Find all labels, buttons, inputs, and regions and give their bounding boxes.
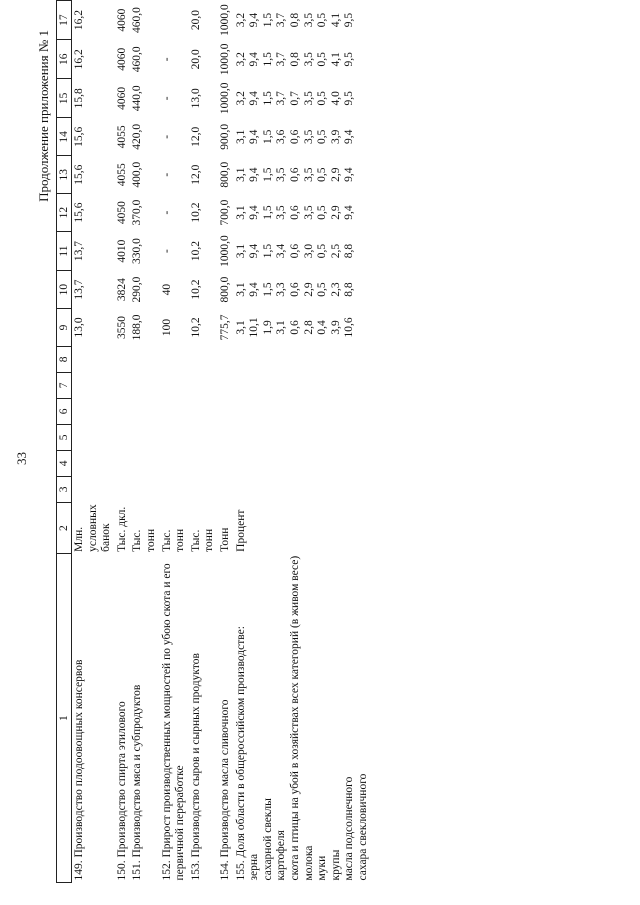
value-cell: 13,7 bbox=[73, 279, 85, 300]
value-cell: 1000,0 bbox=[218, 43, 231, 76]
empty-cell bbox=[189, 424, 218, 450]
empty-cell bbox=[160, 372, 189, 398]
value-cell: 4060 bbox=[115, 86, 128, 110]
sub-item-label: масла подсолнечного bbox=[343, 776, 356, 881]
value-cell: 4060 bbox=[115, 47, 128, 71]
empty-cell bbox=[72, 346, 115, 372]
empty-cell bbox=[234, 424, 372, 450]
sub-value: 0,5 bbox=[316, 282, 329, 297]
sub-value: 3,3 bbox=[275, 282, 288, 297]
value-cell: 10,2 bbox=[189, 279, 202, 300]
row-label: 153. Производство сыров и сырных продуктов bbox=[189, 653, 202, 881]
table-row bbox=[115, 1, 131, 883]
empty-cell bbox=[160, 346, 189, 372]
sub-value: 3,6 bbox=[275, 129, 288, 145]
empty-cell bbox=[115, 450, 131, 476]
empty-cell bbox=[130, 372, 159, 398]
value-cell: 12,0 bbox=[189, 164, 202, 185]
column-number: 6 bbox=[57, 398, 72, 424]
column-number: 8 bbox=[57, 346, 72, 372]
value-cell: 20,0 bbox=[189, 49, 202, 70]
value-cell: 10,2 bbox=[189, 241, 202, 262]
column-number: 12 bbox=[57, 194, 72, 232]
column-number: 16 bbox=[57, 40, 72, 79]
value-cell bbox=[234, 118, 372, 156]
value-cell: 1000,0 bbox=[218, 235, 231, 267]
value-cell: 800,0 bbox=[218, 276, 231, 303]
sub-value: 9,5 bbox=[343, 52, 356, 67]
row-unit: Тыс. дкл. bbox=[115, 506, 128, 552]
empty-cell bbox=[72, 450, 115, 476]
column-number: 5 bbox=[57, 424, 72, 450]
column-number: 15 bbox=[57, 79, 72, 118]
empty-cell bbox=[115, 372, 131, 398]
indicators-table bbox=[56, 0, 371, 883]
row-label: 152. Прирост производственных мощностей по убою скота и его первичной переработке bbox=[160, 563, 187, 881]
sub-value: 3,2 bbox=[234, 12, 247, 28]
value-cell: 15,8 bbox=[73, 88, 85, 109]
value-cell: - bbox=[160, 249, 173, 254]
value-cell: - bbox=[160, 96, 173, 101]
sub-value: 3,4 bbox=[275, 243, 288, 259]
empty-cell bbox=[218, 424, 234, 450]
row-unit: Процент bbox=[234, 509, 247, 552]
value-cell: 10,2 bbox=[189, 202, 202, 223]
empty-cell bbox=[218, 476, 234, 502]
empty-cell bbox=[189, 476, 218, 502]
page-number: 33 bbox=[14, 452, 29, 465]
sub-value: 1,5 bbox=[261, 167, 274, 182]
column-number: 17 bbox=[57, 1, 72, 40]
sub-value: 3,5 bbox=[302, 52, 315, 67]
column-number: 4 bbox=[57, 450, 72, 476]
sub-value: 3,1 bbox=[234, 167, 247, 182]
sub-value: 3,7 bbox=[275, 52, 288, 67]
table-row bbox=[130, 1, 159, 883]
sub-value: 2,9 bbox=[302, 282, 315, 297]
sub-value: 3,5 bbox=[302, 91, 315, 106]
value-cell: 460,0 bbox=[131, 46, 144, 73]
value-cell: 20,0 bbox=[189, 10, 202, 31]
value-cell: 775,7 bbox=[218, 314, 231, 341]
sub-item-label: сахара свекловичного bbox=[356, 773, 369, 881]
empty-cell bbox=[234, 450, 372, 476]
empty-cell bbox=[218, 372, 234, 398]
sub-value: 0,4 bbox=[316, 320, 329, 335]
value-cell: 13,7 bbox=[73, 241, 85, 262]
empty-cell bbox=[160, 424, 189, 450]
empty-cell bbox=[130, 346, 159, 372]
empty-cell bbox=[130, 476, 159, 502]
empty-cell bbox=[115, 476, 131, 502]
value-cell: 4055 bbox=[115, 125, 128, 149]
row-unit: Тыс. тонн bbox=[131, 528, 157, 552]
sub-value: 3,1 bbox=[234, 129, 247, 145]
column-number: 13 bbox=[57, 156, 72, 194]
sub-value: 3,2 bbox=[234, 91, 247, 106]
column-number: 7 bbox=[57, 372, 72, 398]
sub-item-label: молока bbox=[302, 845, 315, 881]
sub-value: 0,7 bbox=[288, 91, 301, 106]
sub-value: 2,3 bbox=[329, 282, 342, 297]
value-cell bbox=[234, 309, 372, 347]
sub-value: 3,0 bbox=[302, 243, 315, 259]
value-cell: 12,0 bbox=[189, 126, 202, 147]
value-cell: - bbox=[160, 210, 173, 215]
value-cell: 16,2 bbox=[73, 49, 85, 70]
sub-value: 9,4 bbox=[248, 12, 261, 28]
sub-value: 9,4 bbox=[343, 167, 356, 182]
row-label: 150. Производство спирта этилового bbox=[115, 701, 128, 881]
empty-cell bbox=[218, 450, 234, 476]
sub-value: 3,9 bbox=[329, 320, 342, 335]
value-cell bbox=[234, 156, 372, 194]
row-label: 155. Доля области в общероссийском производстве: зерна сахарной свеклы картофеля скота и птицы на убой в хозяйствах всех категорий (в живом весе) молока муки крупы масла подсолнечного сахара свекловичного bbox=[234, 555, 369, 881]
value-cell: 460,0 bbox=[131, 7, 144, 34]
sub-value: 3,1 bbox=[234, 282, 247, 297]
value-cell: 4050 bbox=[115, 201, 128, 225]
sub-value: 1,5 bbox=[261, 129, 274, 145]
empty-cell bbox=[189, 398, 218, 424]
value-cell: - bbox=[160, 57, 173, 62]
sub-item-label: сахарной свеклы bbox=[261, 798, 274, 881]
row-label: 154. Производство масла сливочного bbox=[218, 699, 231, 881]
value-cell: 800,0 bbox=[218, 161, 231, 188]
value-cell: 15,6 bbox=[73, 164, 85, 185]
value-cell: 440,0 bbox=[131, 85, 144, 112]
row-label: 151. Производство мяса и субпродуктов bbox=[131, 684, 144, 881]
sub-value: 3,1 bbox=[234, 320, 247, 335]
sub-value: 9,5 bbox=[343, 91, 356, 106]
empty-cell bbox=[115, 346, 131, 372]
empty-cell bbox=[234, 346, 372, 372]
value-cell: 15,6 bbox=[73, 126, 85, 147]
empty-cell bbox=[130, 424, 159, 450]
empty-cell bbox=[115, 398, 131, 424]
value-cell bbox=[160, 1, 189, 40]
sub-item-label: скота и птицы на убой в хозяйствах всех категорий (в живом весе) bbox=[288, 555, 301, 881]
sub-value: 4,1 bbox=[329, 52, 342, 67]
sub-value: 0,8 bbox=[288, 12, 301, 28]
sub-value: 1,5 bbox=[261, 205, 274, 220]
sub-value: 1,5 bbox=[261, 282, 274, 297]
empty-cell bbox=[160, 398, 189, 424]
empty-cell bbox=[189, 450, 218, 476]
sub-value: 0,5 bbox=[316, 129, 329, 145]
sub-value: 9,4 bbox=[248, 91, 261, 106]
sub-value: 1,5 bbox=[261, 52, 274, 67]
sub-value: 2,9 bbox=[329, 205, 342, 220]
sub-value: 4,0 bbox=[329, 91, 342, 106]
empty-cell bbox=[234, 476, 372, 502]
column-number: 1 bbox=[57, 554, 72, 883]
sub-value: 0,8 bbox=[288, 52, 301, 67]
value-cell: 290,0 bbox=[131, 276, 144, 303]
sub-value: 1,9 bbox=[261, 320, 274, 335]
sub-value: 0,5 bbox=[316, 205, 329, 220]
empty-cell bbox=[72, 424, 115, 450]
table-body bbox=[72, 1, 372, 883]
column-number: 10 bbox=[57, 271, 72, 309]
sub-value: 2,8 bbox=[302, 320, 315, 335]
sub-value: 9,4 bbox=[248, 282, 261, 297]
value-cell: 900,0 bbox=[218, 123, 231, 150]
sub-item-label: крупы bbox=[329, 849, 342, 881]
value-cell bbox=[234, 194, 372, 232]
sub-value: 9,4 bbox=[248, 243, 261, 259]
empty-cell bbox=[115, 424, 131, 450]
continuation-title: Продолжение приложения № 1 bbox=[36, 30, 51, 202]
sub-value: 0,5 bbox=[316, 167, 329, 182]
value-cell bbox=[234, 40, 372, 79]
column-number: 11 bbox=[57, 232, 72, 271]
sub-value: 9,4 bbox=[248, 129, 261, 145]
value-cell bbox=[234, 232, 372, 271]
sub-value: 8,8 bbox=[343, 282, 356, 297]
sub-value: 3,7 bbox=[275, 12, 288, 28]
value-cell: 1000,0 bbox=[218, 4, 231, 36]
sub-value: 3,2 bbox=[234, 52, 247, 67]
sub-value: 0,6 bbox=[288, 320, 301, 335]
value-cell: 700,0 bbox=[218, 199, 231, 226]
table-row bbox=[218, 1, 234, 883]
empty-cell bbox=[130, 450, 159, 476]
sub-value: 0,6 bbox=[288, 205, 301, 220]
empty-cell bbox=[218, 346, 234, 372]
table-row bbox=[160, 1, 189, 883]
value-cell: 330,0 bbox=[131, 238, 144, 265]
sub-item-label: картофеля bbox=[275, 830, 288, 881]
value-cell: 13,0 bbox=[189, 88, 202, 109]
empty-cell bbox=[189, 346, 218, 372]
sub-value: 0,5 bbox=[316, 91, 329, 106]
row-label: 149. Производство плодоовощных консервов bbox=[73, 659, 85, 881]
sub-value: 9,5 bbox=[343, 12, 356, 28]
value-cell: 4060 bbox=[115, 8, 128, 32]
sub-value: 1,5 bbox=[261, 91, 274, 106]
sub-value: 9,4 bbox=[248, 205, 261, 220]
sub-value: 0,6 bbox=[288, 243, 301, 259]
row-unit: Тонн bbox=[218, 527, 231, 552]
empty-cell bbox=[218, 398, 234, 424]
value-cell bbox=[234, 271, 372, 309]
empty-cell bbox=[234, 398, 372, 424]
sub-value: 3,5 bbox=[302, 129, 315, 145]
row-unit: Тыс. тонн bbox=[160, 528, 187, 552]
sub-value: 0,5 bbox=[316, 52, 329, 67]
sub-value: 3,1 bbox=[234, 243, 247, 259]
column-number: 14 bbox=[57, 118, 72, 156]
value-cell: 13,0 bbox=[73, 317, 85, 338]
value-cell: - bbox=[160, 134, 173, 139]
empty-cell bbox=[130, 398, 159, 424]
value-cell: 188,0 bbox=[131, 314, 144, 341]
row-unit: Млн. условных банок bbox=[73, 504, 113, 552]
empty-cell bbox=[72, 476, 115, 502]
value-cell: 15,6 bbox=[73, 202, 85, 223]
empty-cell bbox=[160, 476, 189, 502]
sub-value: 2,9 bbox=[329, 167, 342, 182]
sub-item-label: зерна bbox=[248, 853, 261, 881]
empty-cell bbox=[234, 372, 372, 398]
sub-value: 3,1 bbox=[275, 320, 288, 335]
sub-item-label: муки bbox=[316, 855, 329, 881]
sub-value: 1,5 bbox=[261, 12, 274, 28]
sub-value: 9,4 bbox=[343, 129, 356, 145]
value-cell: 3550 bbox=[115, 315, 128, 339]
sub-value: 9,4 bbox=[343, 205, 356, 220]
value-cell bbox=[234, 1, 372, 40]
sub-value: 3,5 bbox=[275, 167, 288, 182]
sub-value: 10,6 bbox=[343, 317, 356, 338]
sub-value: 1,5 bbox=[261, 243, 274, 259]
value-cell: 40 bbox=[160, 283, 173, 296]
sub-value: 8,8 bbox=[343, 243, 356, 259]
value-cell: 1000,0 bbox=[218, 82, 231, 115]
sub-value: 2,5 bbox=[329, 243, 342, 259]
value-cell: - bbox=[160, 172, 173, 177]
sub-value: 3,1 bbox=[234, 205, 247, 220]
row-unit: Тыс. тонн bbox=[189, 528, 216, 552]
value-cell: 100 bbox=[160, 318, 173, 337]
empty-cell bbox=[72, 372, 115, 398]
table-row bbox=[189, 1, 218, 883]
sub-value: 9,4 bbox=[248, 52, 261, 67]
empty-cell bbox=[189, 372, 218, 398]
empty-cell bbox=[160, 450, 189, 476]
column-number-row bbox=[57, 1, 72, 883]
value-cell: 4010 bbox=[115, 239, 128, 263]
value-cell: 16,2 bbox=[73, 10, 85, 31]
sub-value: 3,7 bbox=[275, 91, 288, 106]
value-cell: 3824 bbox=[115, 278, 128, 302]
value-cell: 370,0 bbox=[131, 199, 144, 226]
sub-value: 0,6 bbox=[288, 282, 301, 297]
column-number: 9 bbox=[57, 309, 72, 347]
column-number: 3 bbox=[57, 476, 72, 502]
sub-value: 10,1 bbox=[248, 317, 261, 338]
sub-value: 3,5 bbox=[302, 205, 315, 220]
sub-value: 3,9 bbox=[329, 129, 342, 145]
sub-value: 0,5 bbox=[316, 12, 329, 28]
sub-value: 4,1 bbox=[329, 12, 342, 28]
value-cell: 400,0 bbox=[131, 161, 144, 188]
table-row bbox=[234, 1, 372, 883]
sub-value: 3,5 bbox=[302, 167, 315, 182]
value-cell: 4055 bbox=[115, 163, 128, 187]
sub-value: 9,4 bbox=[248, 167, 261, 182]
sub-value: 0,5 bbox=[316, 243, 329, 259]
value-cell bbox=[234, 79, 372, 118]
sub-value: 3,5 bbox=[302, 12, 315, 28]
sub-value: 3,5 bbox=[275, 205, 288, 220]
column-number: 2 bbox=[57, 502, 72, 553]
value-cell: 10,2 bbox=[189, 317, 202, 338]
value-cell: 420,0 bbox=[131, 123, 144, 150]
empty-cell bbox=[72, 398, 115, 424]
sub-value: 0,6 bbox=[288, 167, 301, 182]
sub-value: 0,6 bbox=[288, 129, 301, 145]
table-row bbox=[72, 1, 115, 883]
